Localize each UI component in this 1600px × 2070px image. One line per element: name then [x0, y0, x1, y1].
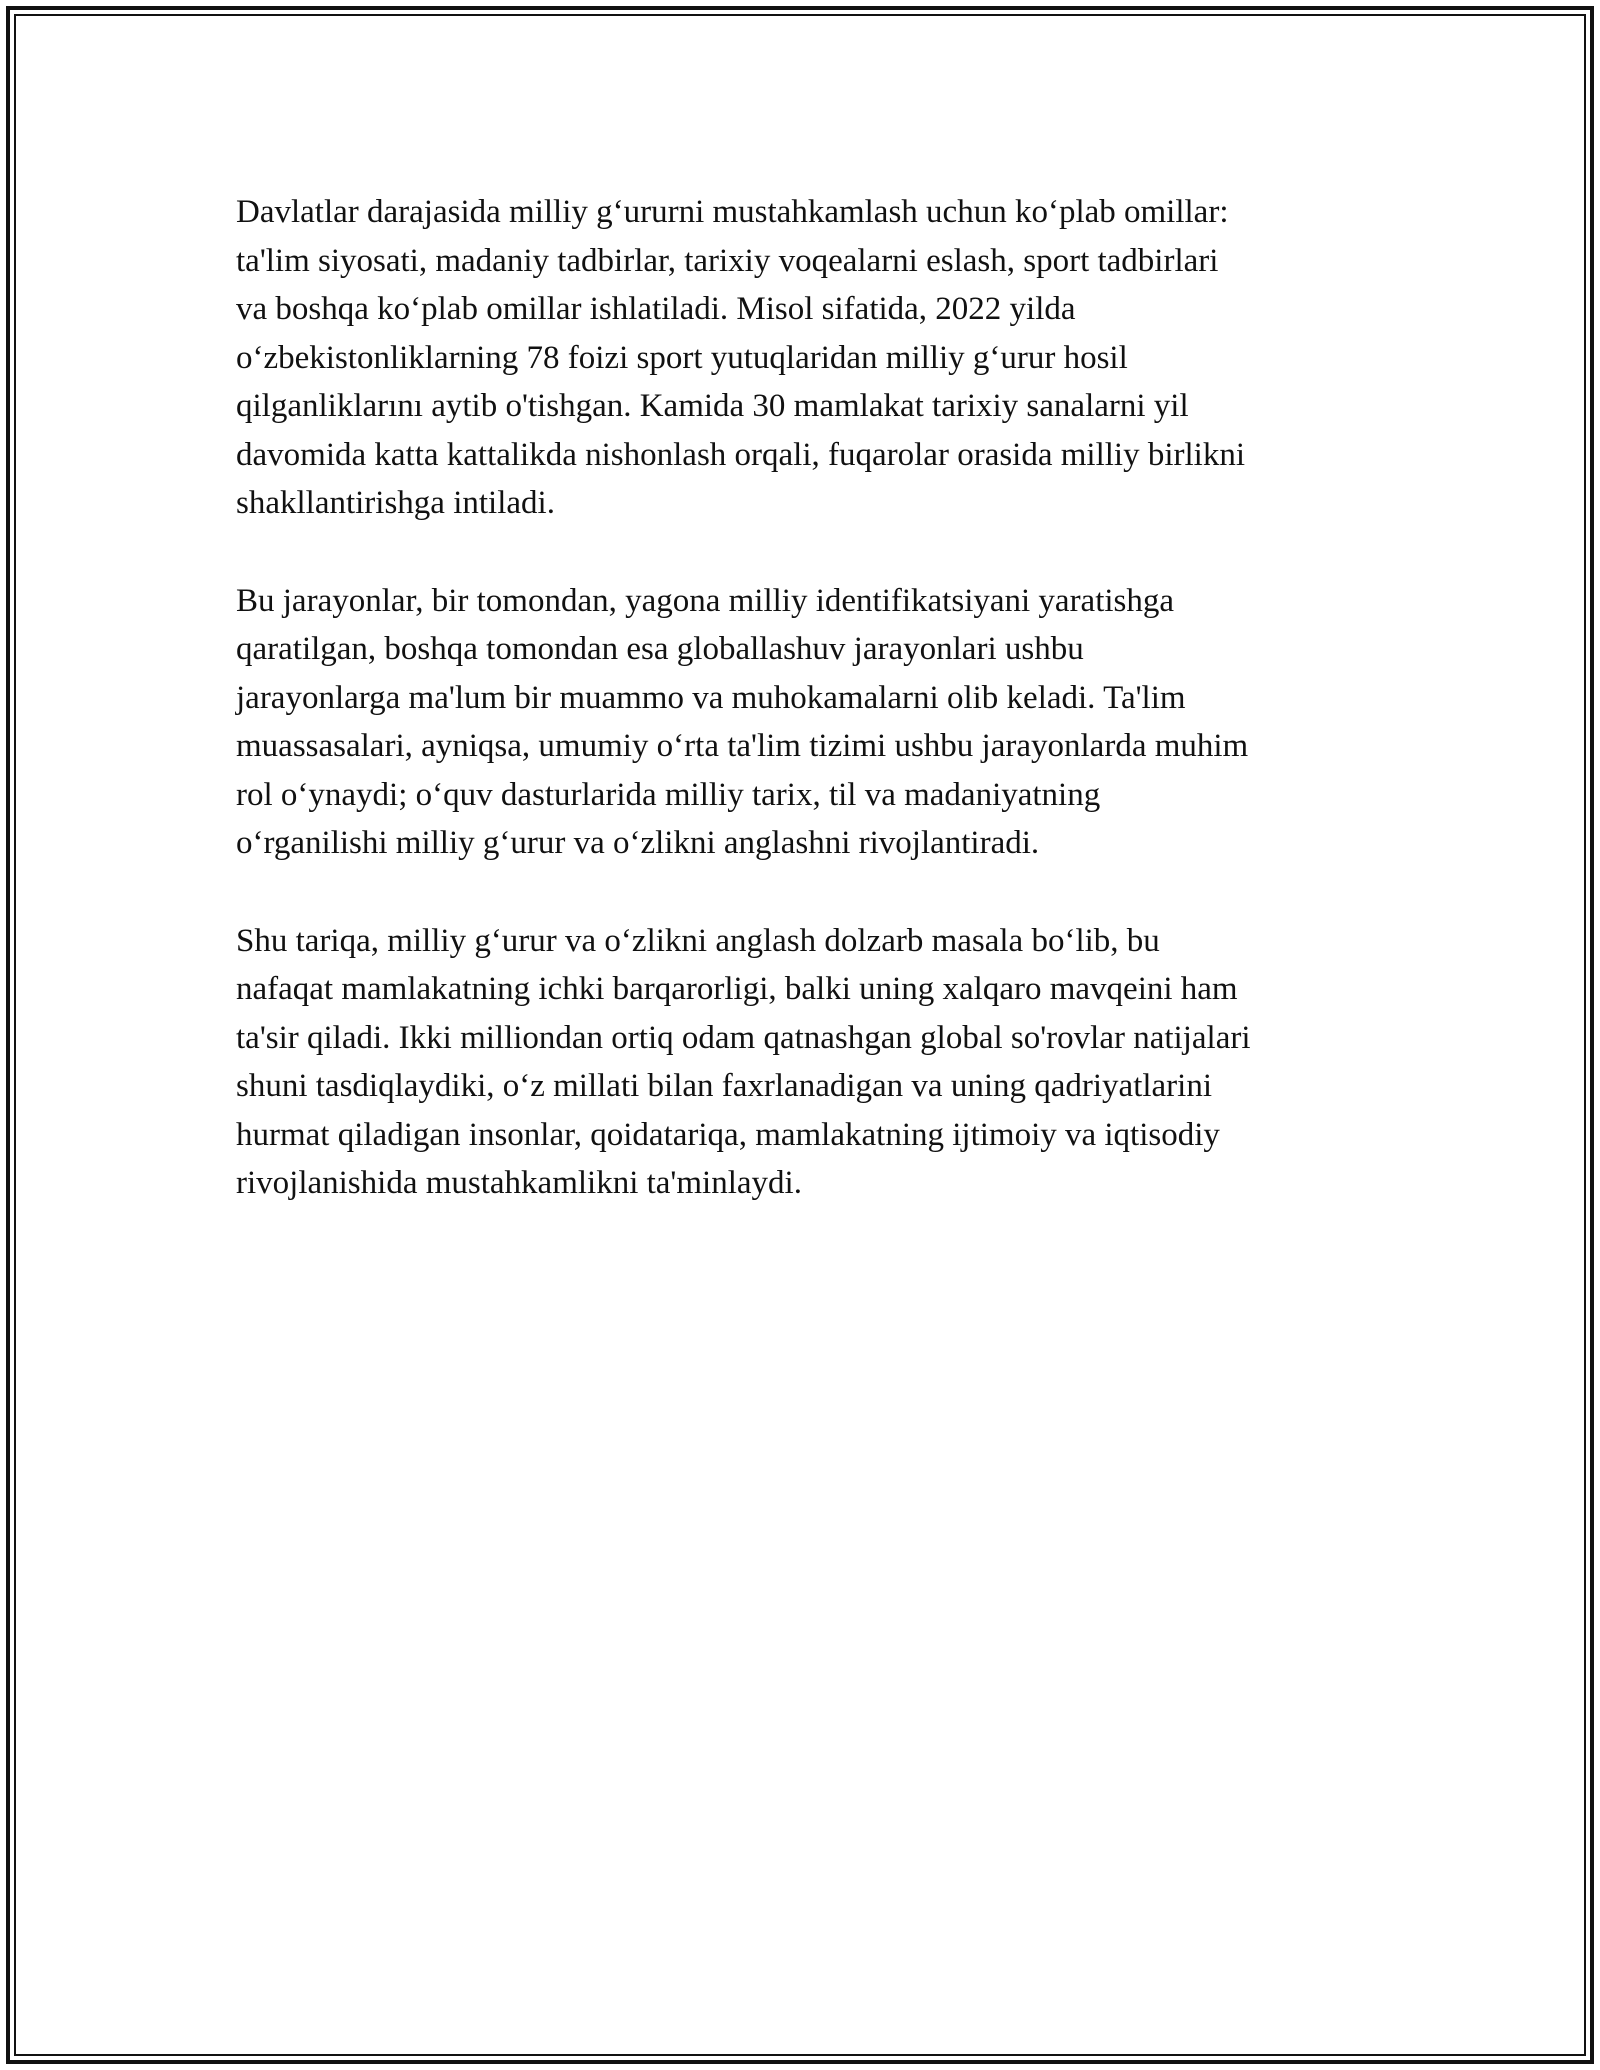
paragraph-3: Shu tariqa, milliy g‘urur va o‘zlikni anglash dolzarb masala bo‘lib, bu nafaqat mamlakatning ichki barqarorligi, balki uning xalqaro mavqeini ham ta'sir qiladi. Ikki milliondan ortiq odam qatnashgan global so'rovlar natijalari shuni tasdiqlaydiki, o‘z millati bilan faxrlanadigan va uning qadriyatlarini hurmat qiladigan insonlar, qoidatariqa, mamlakatning ijtimoiy va iqtisodiy rivojlanishida mustahkamlikni ta'minlaydi. [236, 922, 1251, 1201]
paragraph-2: Bu jarayonlar, bir tomondan, yagona milliy identifikatsiyani yaratishga qaratilgan, boshqa tomondan esa globallashuv jarayonlari ushbu jarayonlarga ma'lum bir muammo va muhokamalarni olib keladi. Ta'lim muassasalari, ayniqsa, umumiy o‘rta ta'lim tizimi ushbu jarayonlarda muhim rol o‘ynaydi; o‘quv dasturlarida milliy tarix, til va madaniyatning o‘rganilishi milliy g‘urur va o‘zlikni anglashni rivojlantiradi. [236, 582, 1249, 861]
document-body [236, 188, 1376, 1257]
paragraph-1: Davlatlar darajasida milliy g‘ururni mustahkamlash uchun ko‘plab omillar: ta'lim siyosati, madaniy tadbirlar, tarixiy voqealarni eslash, sport tadbirlari va boshqa ko‘plab omillar ishlatiladi. Misol sifatida, 2022 yilda o‘zbekistonliklarning 78 foizi sport yutuqlaridan milliy g‘urur hosil qilganliklarını aytib o'tishgan. Kamida 30 mamlakat tarixiy sanalarni yil davomida katta kattalikda nishonlash orqali, fuqarolar orasida milliy birlikni shakllantirishga intiladi. [236, 194, 1245, 521]
